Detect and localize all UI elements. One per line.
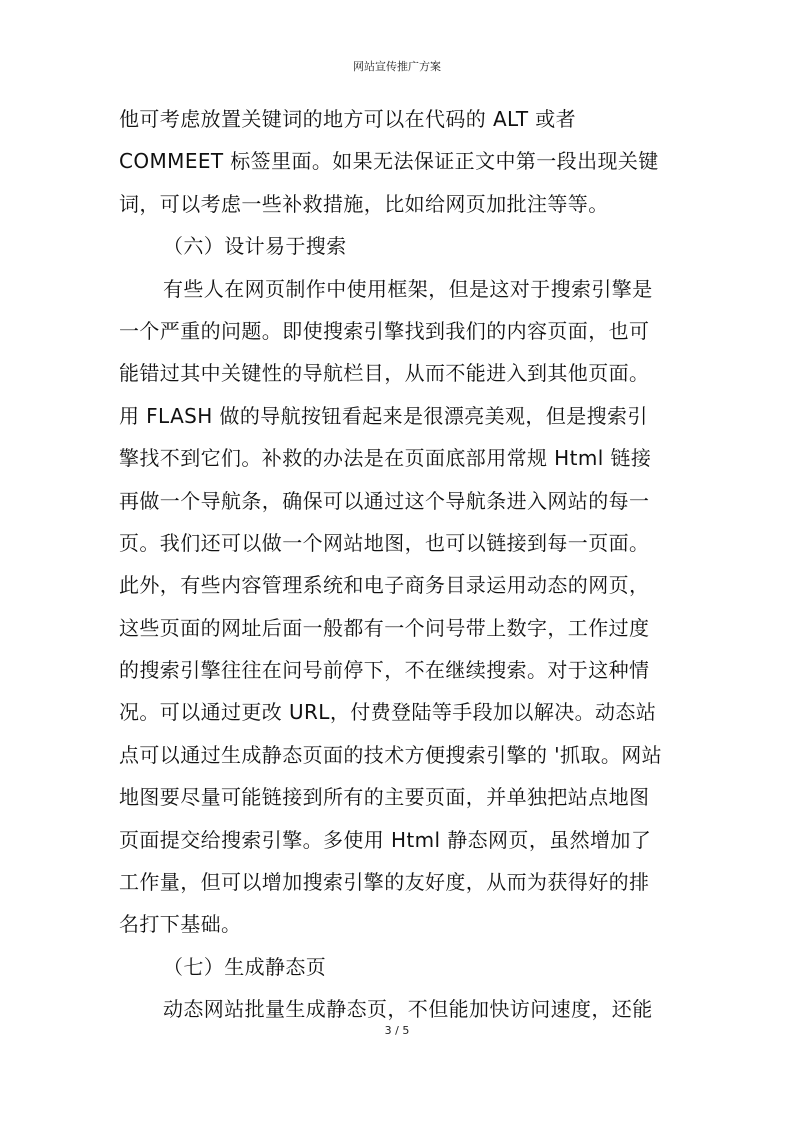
body-line: 页。我们还可以做一个网站地图，也可以链接到每一页面。 — [119, 530, 650, 555]
body-line: 页面提交给搜索引擎。多使用 Html 静态网页，虽然增加了 — [119, 827, 652, 852]
body-line: 一个严重的问题。即使搜索引擎找到我们的内容页面，也可 — [119, 318, 650, 343]
body-line: 用 FLASH 做的导航按钮看起来是很漂亮美观，但是搜索引 — [119, 403, 648, 428]
body-line: 词，可以考虑一些补救措施，比如给网页加批注等等。 — [119, 191, 609, 216]
page-header: 网站宣传推广方案 — [353, 60, 441, 73]
paragraph-start: 动态网站批量生成静态页，不但能加快访问速度，还能 — [163, 997, 653, 1022]
body-line: 的搜索引擎往往在问号前停下，不在继续搜索。对于这种情 — [119, 658, 650, 683]
body-line: 名打下基础。 — [119, 912, 242, 937]
body-line: 他可考虑放置关键词的地方可以在代码的 ALT 或者 — [119, 107, 577, 131]
document-body — [119, 98, 675, 1031]
body-line: 能错过其中关键性的导航栏目，从而不能进入到其他页面。 — [119, 361, 650, 386]
body-line: 再做一个导航条，确保可以通过这个导航条进入网站的每一 — [119, 488, 650, 513]
body-line: 这些页面的网址后面一般都有一个问号带上数字，工作过度 — [119, 615, 650, 640]
page-number: 3 / 5 — [384, 1024, 410, 1037]
body-line: 工作量，但可以增加搜索引擎的友好度，从而为获得好的排 — [119, 870, 650, 895]
body-line: 点可以通过生成静态页面的技术方便搜索引擎的 '抓取。网站 — [119, 742, 663, 767]
body-line: 擎找不到它们。补救的办法是在页面底部用常规 Html 链接 — [119, 446, 652, 471]
section-heading-6: （六）设计易于搜索 — [163, 234, 347, 259]
body-line: COMMEET 标签里面。如果无法保证正文中第一段出现关键 — [119, 149, 659, 174]
paragraph-start: 有些人在网页制作中使用框架，但是这对于搜索引擎是 — [163, 276, 653, 301]
section-heading-7: （七）生成静态页 — [163, 954, 327, 979]
body-line: 况。可以通过更改 URL，付费登陆等手段加以解决。动态站 — [119, 700, 657, 725]
body-line: 此外，有些内容管理系统和电子商务目录运用动态的网页， — [119, 573, 650, 598]
body-line: 地图要尽量可能链接到所有的主要页面，并单独把站点地图 — [119, 785, 650, 810]
